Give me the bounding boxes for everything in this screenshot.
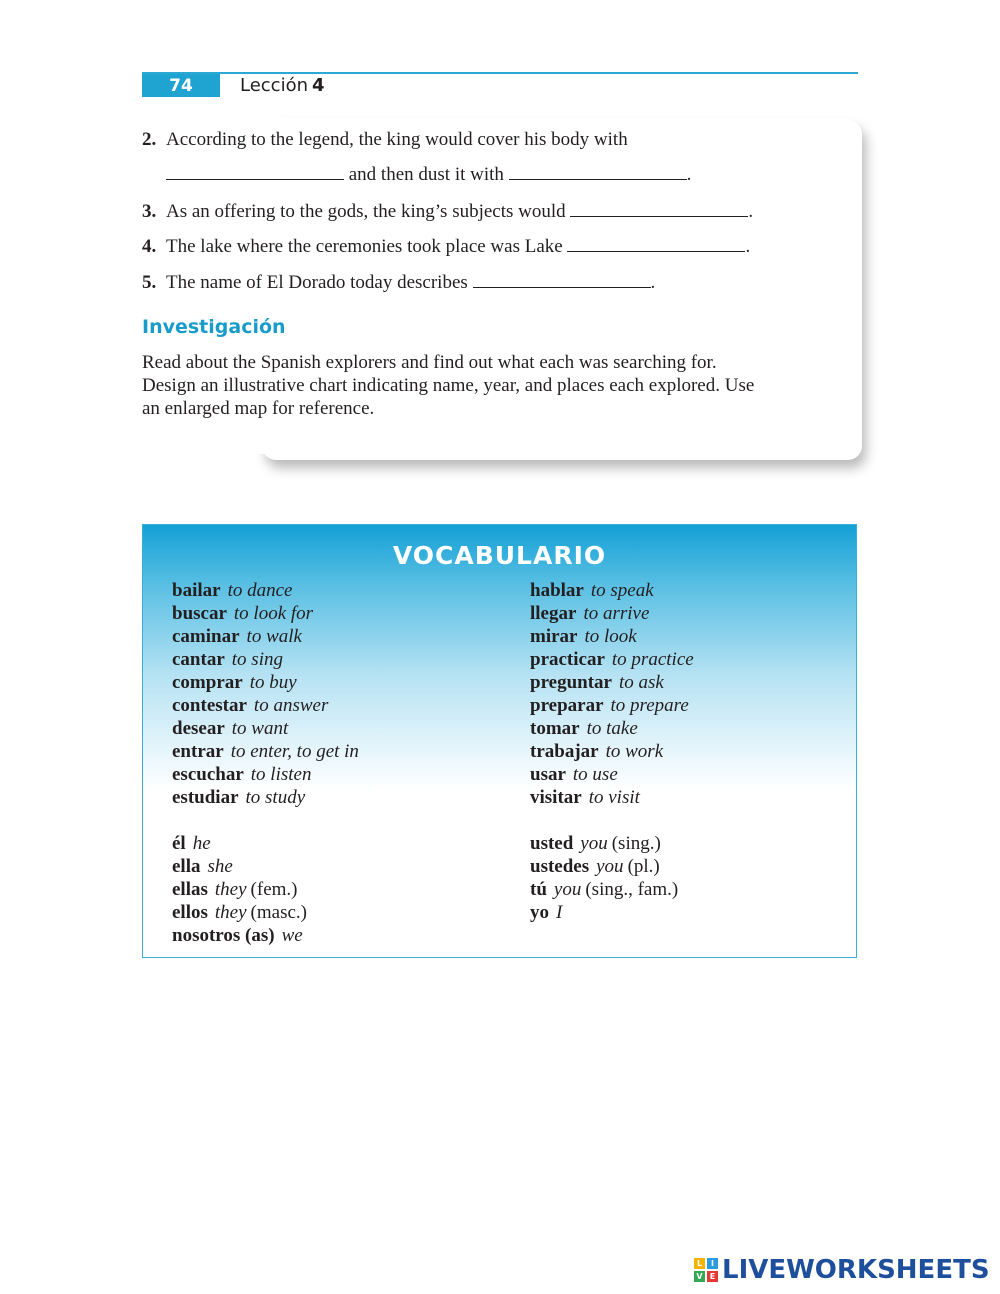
vocabulary-translation: to dance xyxy=(227,580,293,601)
investigacion-title: Investigación xyxy=(142,316,286,338)
vocabulary-word: visitar xyxy=(530,787,582,808)
question-text: The lake where the ceremonies took place was Lake xyxy=(166,236,568,257)
vocabulary-translation: to look xyxy=(584,626,637,647)
question-4 xyxy=(142,233,750,259)
vocabulary-word: ella xyxy=(172,856,201,877)
vocabulary-entry xyxy=(172,625,359,648)
vocabulary-translation: to walk xyxy=(246,626,302,647)
vocabulary-note: (sing.) xyxy=(611,833,661,854)
vocabulary-entry xyxy=(172,924,359,947)
vocabulary-word: buscar xyxy=(172,603,227,624)
vocabulary-translation: to want xyxy=(231,718,289,739)
vocabulary-translation: to take xyxy=(586,718,638,739)
vocabulary-word: cantar xyxy=(172,649,225,670)
vocabulary-entry xyxy=(172,694,359,717)
vocabulary-word: tomar xyxy=(530,718,580,739)
vocabulary-word: hablar xyxy=(530,580,584,601)
vocabulary-word: escuchar xyxy=(172,764,244,785)
vocabulary-word: caminar xyxy=(172,626,240,647)
answer-blank[interactable] xyxy=(166,161,344,180)
logo-letter: E xyxy=(707,1271,718,1282)
vocabulary-translation: she xyxy=(207,856,233,877)
vocabulary-word: ellos xyxy=(172,902,208,923)
vocabulary-entry xyxy=(530,901,694,924)
vocabulary-entry xyxy=(530,740,694,763)
vocabulary-note: (masc.) xyxy=(250,902,307,923)
vocabulary-word: desear xyxy=(172,718,225,739)
question-end: . xyxy=(650,272,656,293)
lesson-number: 4 xyxy=(312,75,325,96)
vocabulary-entry xyxy=(530,671,694,694)
vocabulary-entry xyxy=(172,740,359,763)
vocabulary-entry xyxy=(530,648,694,671)
vocabulary-translation: we xyxy=(281,925,303,946)
vocabulary-word: entrar xyxy=(172,741,224,762)
vocabulary-entry xyxy=(172,901,359,924)
vocabulary-translation: to speak xyxy=(590,580,654,601)
vocabulary-translation: you xyxy=(580,833,608,854)
vocabulary-spacer xyxy=(530,809,694,832)
vocabulary-translation: to answer xyxy=(253,695,329,716)
vocabulary-entry xyxy=(172,855,359,878)
question-number: 4. xyxy=(142,236,157,257)
page-number: 74 xyxy=(142,74,220,97)
question-3 xyxy=(142,198,753,224)
question-2-line2 xyxy=(166,161,691,187)
vocabulary-entry xyxy=(530,878,694,901)
vocabulary-word: ustedes xyxy=(530,856,590,877)
question-end: . xyxy=(748,201,754,222)
vocabulary-translation: you xyxy=(596,856,624,877)
question-number: 2. xyxy=(142,129,157,150)
vocabulary-translation: to listen xyxy=(250,764,312,785)
question-5 xyxy=(142,269,655,295)
vocabulary-translation: to study xyxy=(245,787,306,808)
vocabulary-word: bailar xyxy=(172,580,221,601)
logo-letter: L xyxy=(694,1258,705,1269)
vocabulary-note: (fem.) xyxy=(250,879,298,900)
investigacion-line: Read about the Spanish explorers and find out what each was searching for. xyxy=(142,352,717,373)
question-text: As an offering to the gods, the king’s subjects would xyxy=(166,201,571,222)
vocabulary-entry xyxy=(172,671,359,694)
vocabulary-translation: to arrive xyxy=(583,603,650,624)
vocabulary-translation: to ask xyxy=(618,672,664,693)
vocabulary-right-column xyxy=(530,579,694,924)
vocabulary-word: preguntar xyxy=(530,672,612,693)
vocabulary-word: usar xyxy=(530,764,566,785)
question-2 xyxy=(142,128,628,152)
investigacion-line: Design an illustrative chart indicating name, year, and places each explored. Use xyxy=(142,375,755,396)
vocabulary-entry xyxy=(530,786,694,809)
vocabulary-left-column xyxy=(172,579,359,947)
vocabulary-entry xyxy=(530,625,694,648)
vocabulary-entry xyxy=(172,878,359,901)
vocabulary-word: practicar xyxy=(530,649,605,670)
vocabulary-word: comprar xyxy=(172,672,243,693)
vocabulary-entry xyxy=(530,763,694,786)
vocabulary-word: trabajar xyxy=(530,741,599,762)
lesson-label: Lección xyxy=(240,75,309,96)
answer-blank[interactable] xyxy=(567,233,745,252)
vocabulary-translation: I xyxy=(556,902,563,923)
logo-icon xyxy=(694,1258,718,1282)
vocabulary-word: mirar xyxy=(530,626,578,647)
vocabulary-entry xyxy=(530,694,694,717)
vocabulary-box xyxy=(142,524,857,958)
vocabulary-entry xyxy=(172,832,359,855)
vocabulary-word: él xyxy=(172,833,186,854)
question-number: 3. xyxy=(142,201,157,222)
investigacion-text xyxy=(142,351,848,420)
investigacion-line: an enlarged map for reference. xyxy=(142,398,375,419)
answer-blank[interactable] xyxy=(473,269,651,288)
question-text: and then dust it with xyxy=(344,164,509,185)
vocabulary-entry xyxy=(172,763,359,786)
vocabulary-entry xyxy=(172,648,359,671)
vocabulary-translation: they xyxy=(214,902,247,923)
vocabulary-word: preparar xyxy=(530,695,604,716)
vocabulary-translation: to sing xyxy=(231,649,283,670)
vocabulary-word: nosotros (as) xyxy=(172,925,275,946)
vocabulary-translation: they xyxy=(214,879,247,900)
vocabulary-translation: to work xyxy=(605,741,664,762)
vocabulary-entry xyxy=(172,579,359,602)
vocabulary-translation: to visit xyxy=(588,787,640,808)
logo-text: LIVEWORKSHEETS xyxy=(722,1255,990,1285)
logo-letter: V xyxy=(694,1271,705,1282)
vocabulary-entry xyxy=(172,717,359,740)
vocabulary-entry xyxy=(530,579,694,602)
vocabulary-word: estudiar xyxy=(172,787,239,808)
question-number: 5. xyxy=(142,272,157,293)
vocabulary-translation: he xyxy=(192,833,211,854)
vocabulary-word: ellas xyxy=(172,879,208,900)
vocabulary-entry xyxy=(530,855,694,878)
question-end: . xyxy=(745,236,751,257)
vocabulary-word: llegar xyxy=(530,603,577,624)
question-text: The name of El Dorado today describes xyxy=(166,272,473,293)
vocabulary-translation: to enter, to get in xyxy=(230,741,359,762)
vocabulary-note: (pl.) xyxy=(627,856,660,877)
answer-blank[interactable] xyxy=(509,161,687,180)
vocabulary-translation: to buy xyxy=(249,672,297,693)
vocabulary-entry xyxy=(530,602,694,625)
vocabulary-translation: you xyxy=(553,879,582,900)
liveworksheets-logo xyxy=(694,1257,990,1283)
vocabulary-word: usted xyxy=(530,833,574,854)
vocabulary-note: (sing., fam.) xyxy=(585,879,679,900)
vocabulary-translation: to look for xyxy=(233,603,314,624)
vocabulary-entry xyxy=(530,717,694,740)
vocabulary-word: tú xyxy=(530,879,547,900)
logo-letter: I xyxy=(707,1258,718,1269)
answer-blank[interactable] xyxy=(570,198,748,217)
vocabulary-title: VOCABULARIO xyxy=(392,541,607,570)
vocabulary-word: yo xyxy=(530,902,549,923)
lesson-heading xyxy=(240,74,325,98)
question-text: According to the legend, the king would cover his body with xyxy=(166,129,628,150)
vocabulary-word: contestar xyxy=(172,695,247,716)
vocabulary-translation: to prepare xyxy=(610,695,689,716)
vocabulary-translation: to use xyxy=(572,764,618,785)
vocabulary-spacer xyxy=(172,809,359,832)
vocabulary-entry xyxy=(172,602,359,625)
question-end: . xyxy=(686,164,692,185)
vocabulary-entry xyxy=(530,832,694,855)
vocabulary-entry xyxy=(172,786,359,809)
vocabulary-translation: to practice xyxy=(611,649,694,670)
